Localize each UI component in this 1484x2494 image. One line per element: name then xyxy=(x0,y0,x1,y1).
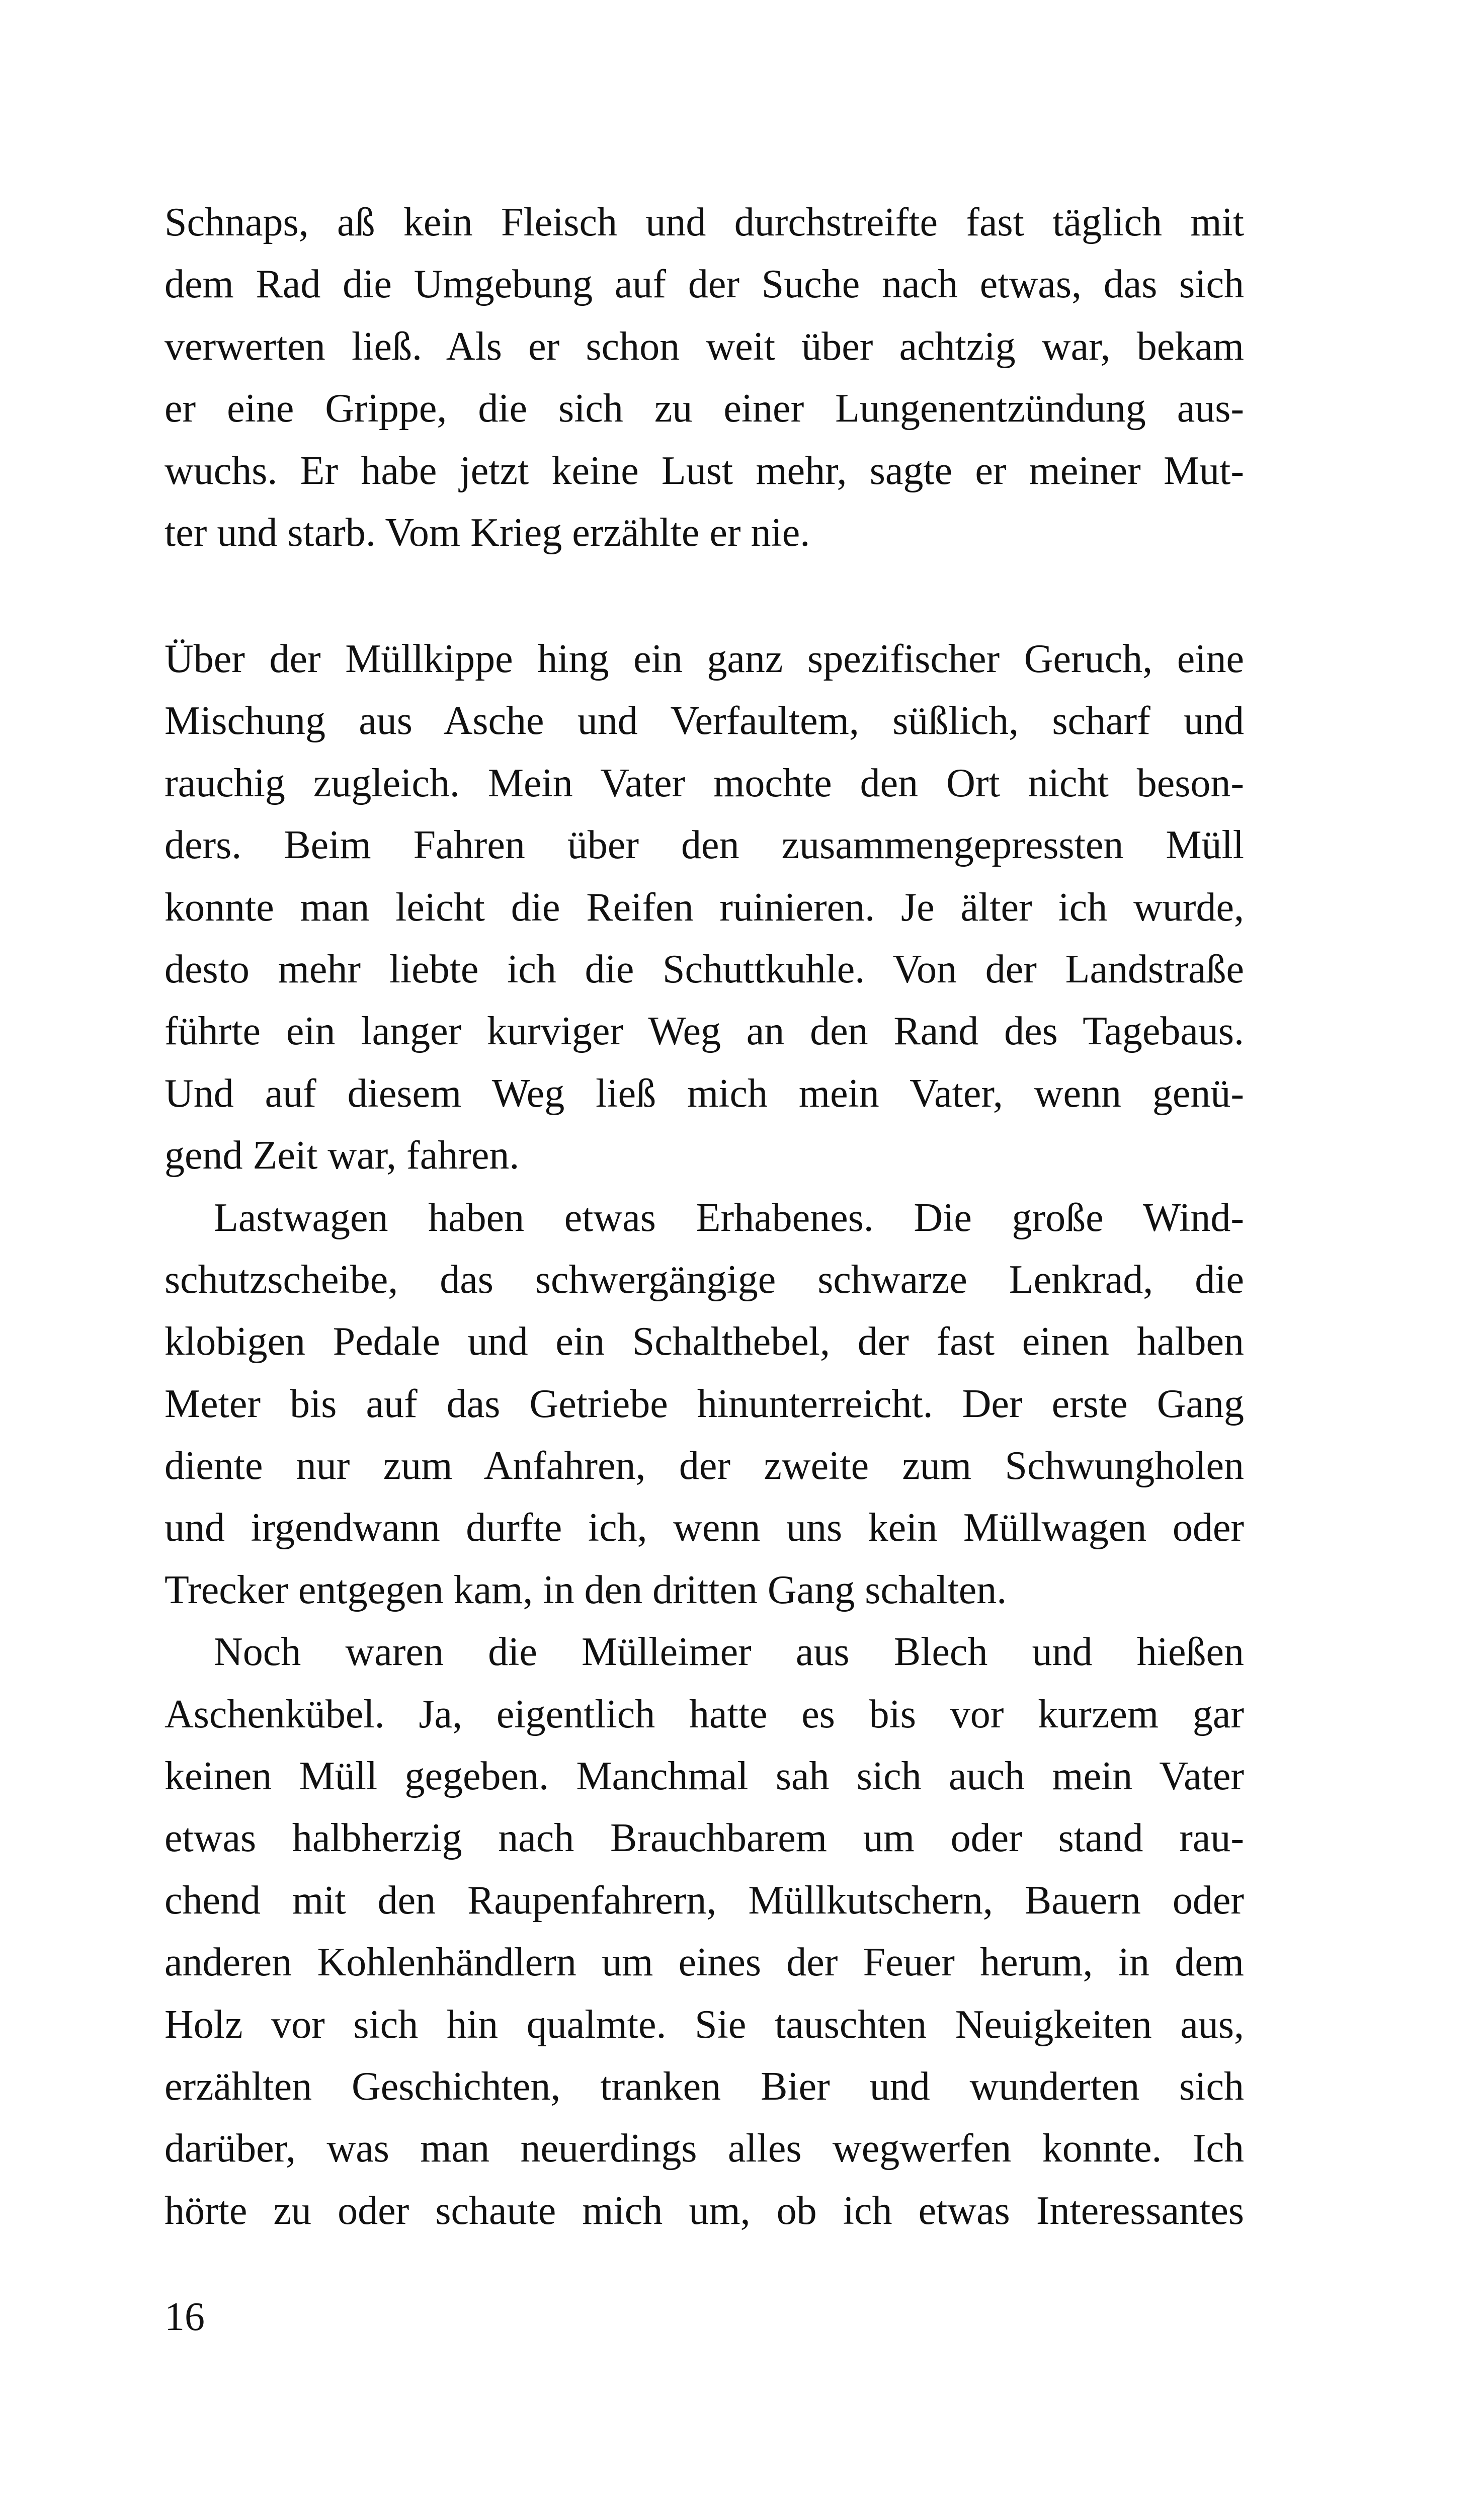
text-line: Meter bis auf das Getriebe hinunterreicht. Der erste Gang xyxy=(164,1381,1244,1426)
text-section-dump xyxy=(164,628,1244,2242)
text-line: wuchs. Er habe jetzt keine Lust mehr, sagte er meiner Mut- xyxy=(164,448,1244,493)
paragraph-bins xyxy=(164,1621,1244,2242)
text-line: führte ein langer kurviger Weg an den Rand des Tagebaus. xyxy=(164,1009,1244,1054)
text-line: dem Rad die Umgebung auf der Suche nach etwas, das sich xyxy=(164,262,1244,307)
text-line: hörte zu oder schaute mich um, ob ich etwas Interessantes xyxy=(164,2188,1244,2233)
text-line: etwas halbherzig nach Brauchbarem um oder stand rau- xyxy=(164,1816,1244,1861)
text-line: Aschenkübel. Ja, eigentlich hatte es bis vor kurzem gar xyxy=(164,1692,1244,1736)
text-line: verwerten ließ. Als er schon weit über achtzig war, bekam xyxy=(164,324,1244,369)
text-line: Lastwagen haben etwas Erhabenes. Die große Wind- xyxy=(214,1195,1244,1240)
paragraph-trucks xyxy=(164,1187,1244,1622)
text-line: keinen Müll gegeben. Manchmal sah sich auch mein Vater xyxy=(164,1754,1244,1799)
text-line: Holz vor sich hin qualmte. Sie tauschten Neuigkeiten aus, xyxy=(164,2002,1244,2047)
text-line: schutzscheibe, das schwergängige schwarze Lenkrad, die xyxy=(164,1257,1244,1302)
paragraph-grandfather xyxy=(164,192,1244,564)
text-line: Mischung aus Asche und Verfaultem, süßlich, scharf und xyxy=(164,699,1244,743)
text-line: rauchig zugleich. Mein Vater mochte den Ort nicht beson- xyxy=(164,761,1244,805)
text-line: Schnaps, aß kein Fleisch und durchstreifte fast täglich mit xyxy=(164,200,1244,244)
text-line: Über der Müllkippe hing ein ganz spezifischer Geruch, eine xyxy=(164,637,1244,681)
text-line: darüber, was man neuerdings alles wegwerfen konnte. Ich xyxy=(164,2126,1244,2171)
text-line: Noch waren die Mülleimer aus Blech und hießen xyxy=(214,1630,1244,1675)
text-line: Trecker entgegen kam, in den dritten Gang schalten. xyxy=(164,1567,1007,1612)
text-line: ders. Beim Fahren über den zusammengepressten Müll xyxy=(164,823,1244,868)
page-number: 16 xyxy=(164,2295,205,2339)
paragraph-dump-smell xyxy=(164,628,1244,1187)
text-line: er eine Grippe, die sich zu einer Lungenentzündung aus- xyxy=(164,386,1244,431)
text-line: ter und starb. Vom Krieg erzählte er nie. xyxy=(164,510,810,555)
text-line: erzählten Geschichten, tranken Bier und wunderten sich xyxy=(164,2064,1244,2109)
text-line: gend Zeit war, fahren. xyxy=(164,1133,520,1178)
text-line: und irgendwann durfte ich, wenn uns kein Müllwagen oder xyxy=(164,1506,1244,1550)
text-line: klobigen Pedale und ein Schalthebel, der fast einen halben xyxy=(164,1319,1244,1364)
text-line: konnte man leicht die Reifen ruinieren. Je älter ich wurde, xyxy=(164,885,1244,930)
text-line: desto mehr liebte ich die Schuttkuhle. Von der Landstraße xyxy=(164,947,1244,991)
text-line: chend mit den Raupenfahrern, Müllkutschern, Bauern oder xyxy=(164,1878,1244,1923)
text-line: diente nur zum Anfahren, der zweite zum Schwungholen xyxy=(164,1444,1244,1488)
text-line: anderen Kohlenhändlern um eines der Feuer herum, in dem xyxy=(164,1940,1244,1985)
text-line: Und auf diesem Weg ließ mich mein Vater, wenn genü- xyxy=(164,1071,1244,1116)
